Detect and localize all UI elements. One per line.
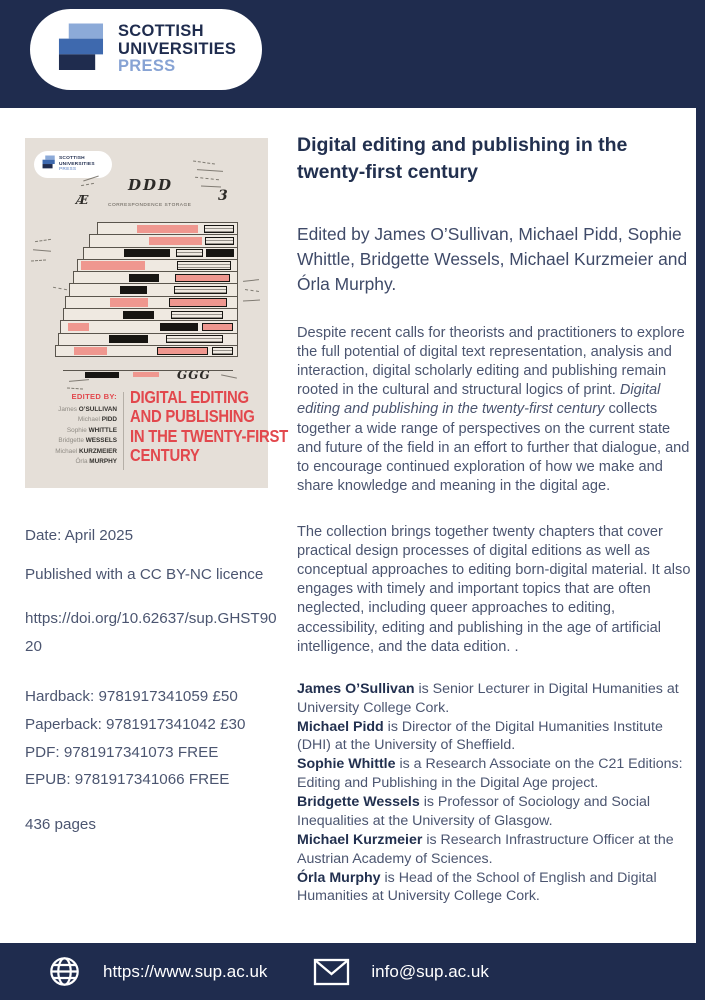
contributor-bios [297,680,696,907]
description-paragraph-2: The collection brings together twenty chapters that cover practical design processes of digital editions as well as conceptual approaches to editing born-digital material. It also engages with timely and important topics that are often neglected, including queer approaches to editing, accessibility, editing and publishing in the age of artificial intelligence, and the data edition. . [297,523,691,655]
bio-michael-kurzmeier: Michael Kurzmeier is Research Infrastructure Officer at the Austrian Academy of Sciences. [297,831,674,867]
format-price-list [25,683,285,794]
website-link[interactable]: https://www.sup.ac.uk [103,961,268,981]
cover-editor: Michael PIDD [77,416,117,424]
main-content [297,132,696,906]
cover-edited-by-block [33,392,117,467]
bio-michael-pidd: Michael Pidd is Director of the Digital Humanities Institute (DHI) at the University of Sheffield. [297,718,663,754]
sup-s-icon [57,22,104,77]
book-title: Digital editing and publishing in the twenty-first century [297,134,628,183]
sup-logo-text [118,23,236,75]
description-paragraph-1: Despite recent calls for theorists and practitioners to explore the full potential of digital text representation, analysis and interaction, digital scholarly editing and publishing remain rooted in the cultural and structural logics of print. Digital editing and publishing in the twenty-first century collects together a wide range of perspectives on the current state and future of the field in an effort to further that dialogue, and to encourage continued exploration of how we make and share knowledge and meaning in the digital age. [297,325,690,494]
cover-editor: Sophie WHITTLE [66,426,117,434]
cover-editor: Bridgette WESSELS [58,437,117,445]
cover-editor: James O’SULLIVAN [58,406,117,413]
sup-logo [30,9,262,90]
globe-icon [47,954,82,989]
cover-title: DIGITAL EDITING AND PUBLISHING IN THE TWENTY-FIRST CENTURY [130,387,288,465]
bio-james-osullivan: James O’Sullivan is Senior Lecturer in Digital Humanities at University College Cork. [297,680,679,716]
format-pdf: PDF: 9781917341073 FREE [25,743,219,761]
format-hardback: Hardback: 9781917341059 £50 [25,688,238,706]
format-epub: EPUB: 9781917341066 FREE [25,771,230,789]
page-count: 436 pages [25,815,96,833]
format-paperback: Paperback: 9781917341042 £30 [25,715,246,733]
email-icon [313,958,350,986]
licence-note: Published with a CC BY-NC licence [25,566,264,583]
bio-sophie-whittle: Sophie Whittle is a Research Associate on the C21 Editions: Editing and Publishing in the Digital Age project. [297,756,683,792]
cover-art-folder-stack [55,222,238,370]
logo-line-2: UNIVERSITIES [118,39,237,58]
cover-sup-s-icon [42,155,55,174]
book-metadata [25,518,285,833]
logo-line-1: SCOTTISH [118,22,204,41]
header-bar [0,0,705,108]
cover-sup-logo [34,151,112,178]
cover-annotation-storage: CORRESPONDENCE STORAGE [108,203,192,208]
email-link[interactable]: info@sup.ac.uk [371,961,489,981]
right-edge-bar [696,0,705,1000]
book-cover-image [25,138,288,488]
logo-line-3: PRESS [118,57,176,76]
cover-annotation-ddd: DDD [128,176,174,194]
cover-art-base-row [63,370,233,379]
cover-logo-text: SCOTTISH UNIVERSITIES PRESS [59,156,95,173]
bio-orla-murphy: Órla Murphy is Head of the School of English and Digital Humanities at University College Cork. [297,869,657,905]
cover-editor: Órla MURPHY [75,457,117,465]
cover-editor: Michael KURZMEIER [55,447,117,455]
publication-date: Date: April 2025 [25,527,134,544]
cover-divider-line [123,392,124,470]
book-title-italic: Digital editing and publishing in the twenty-first century [297,382,661,418]
cover-edited-by-label: EDITED BY: [71,392,117,401]
cover-annotation-ggg: GGG [177,368,211,382]
edited-by-line: Edited by James O’Sullivan, Michael Pidd, Sophie Whittle, Bridgette Wessels, Michael Kurzmeier and Órla Murphy. [297,223,688,294]
cover-annotation-3: 3 [218,188,228,204]
bio-bridgette-wessels: Bridgette Wessels is Professor of Sociology and Social Inequalities at the University of Glasgow. [297,794,651,829]
cover-annotation-ae: Æ [76,193,89,207]
doi-link[interactable]: https://doi.org/10.62637/sup.GHST9020 [25,610,277,656]
footer-bar [0,943,705,1000]
